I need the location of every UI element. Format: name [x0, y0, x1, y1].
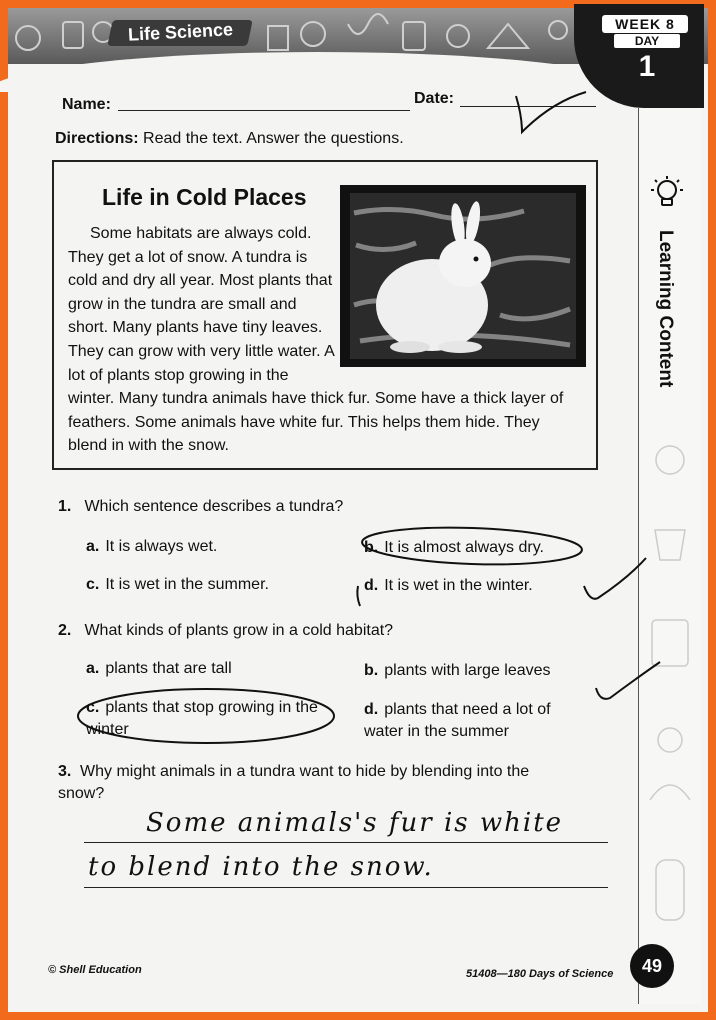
answer-circle-q1 [361, 524, 582, 568]
check-mark [596, 662, 660, 699]
q1-option-b[interactable]: b. It is almost always dry. [364, 539, 544, 556]
q1-option-c[interactable]: c. It is wet in the summer. [86, 576, 269, 593]
q1-option-d[interactable]: d. It is wet in the winter. [364, 577, 533, 594]
passage-text: Some habitats are always cold. They get a lot of snow. A tundra is cold and dry all year. Most plants that grow in the tundra are small and short. Many plants have tiny leaves. They can grow with very little water. A lot of plants stop growing in the winter. Many tundra animals have thick fur. Some have a thick layer of feathers. Some animals have white fur. This helps them hide. They blend in with the snow. [68, 225, 564, 455]
q2-option-c[interactable]: c. plants that stop growing in the winter [86, 699, 318, 738]
directions-label: Directions: [55, 130, 139, 147]
question-number: 2. [58, 622, 72, 639]
question-text: Why might animals in a tundra want to hide by blending into the snow? [58, 763, 530, 802]
book-footer: 51408—180 Days of Science [466, 968, 614, 980]
publisher-footer: © Shell Education [48, 964, 142, 976]
question-number: 1. [58, 498, 72, 515]
question-text: What kinds of plants grow in a cold habitat? [84, 622, 394, 639]
q2-option-d[interactable]: d. plants that need a lot of water in the summer [364, 701, 551, 740]
handwritten-answer-line-1: Some animals's fur is white [146, 808, 564, 838]
directions-text: Read the text. Answer the questions. [143, 130, 404, 147]
page-number: 49 [630, 944, 674, 988]
week-label: WEEK 8 [602, 15, 688, 33]
category-label: Life Science [127, 19, 234, 45]
learning-content-title: Learning Content [655, 230, 676, 388]
answer-circle-q2 [78, 689, 334, 743]
q2-option-a[interactable]: a. plants that are tall [86, 660, 232, 677]
reading-title: Life in Cold Places [102, 184, 307, 210]
check-mark [516, 92, 586, 132]
handwritten-answer-line-2: to blend into the snow. [88, 852, 434, 882]
question-text: Which sentence describes a tundra? [84, 498, 344, 515]
q1-option-a[interactable]: a. It is always wet. [86, 538, 218, 555]
name-label: Name: [62, 96, 111, 113]
date-label: Date: [414, 90, 455, 107]
day-number: 1 [638, 50, 656, 83]
q2-option-b[interactable]: b. plants with large leaves [364, 662, 551, 679]
question-number: 3. [58, 763, 72, 780]
day-label: DAY [614, 34, 680, 48]
check-mark [584, 558, 646, 599]
